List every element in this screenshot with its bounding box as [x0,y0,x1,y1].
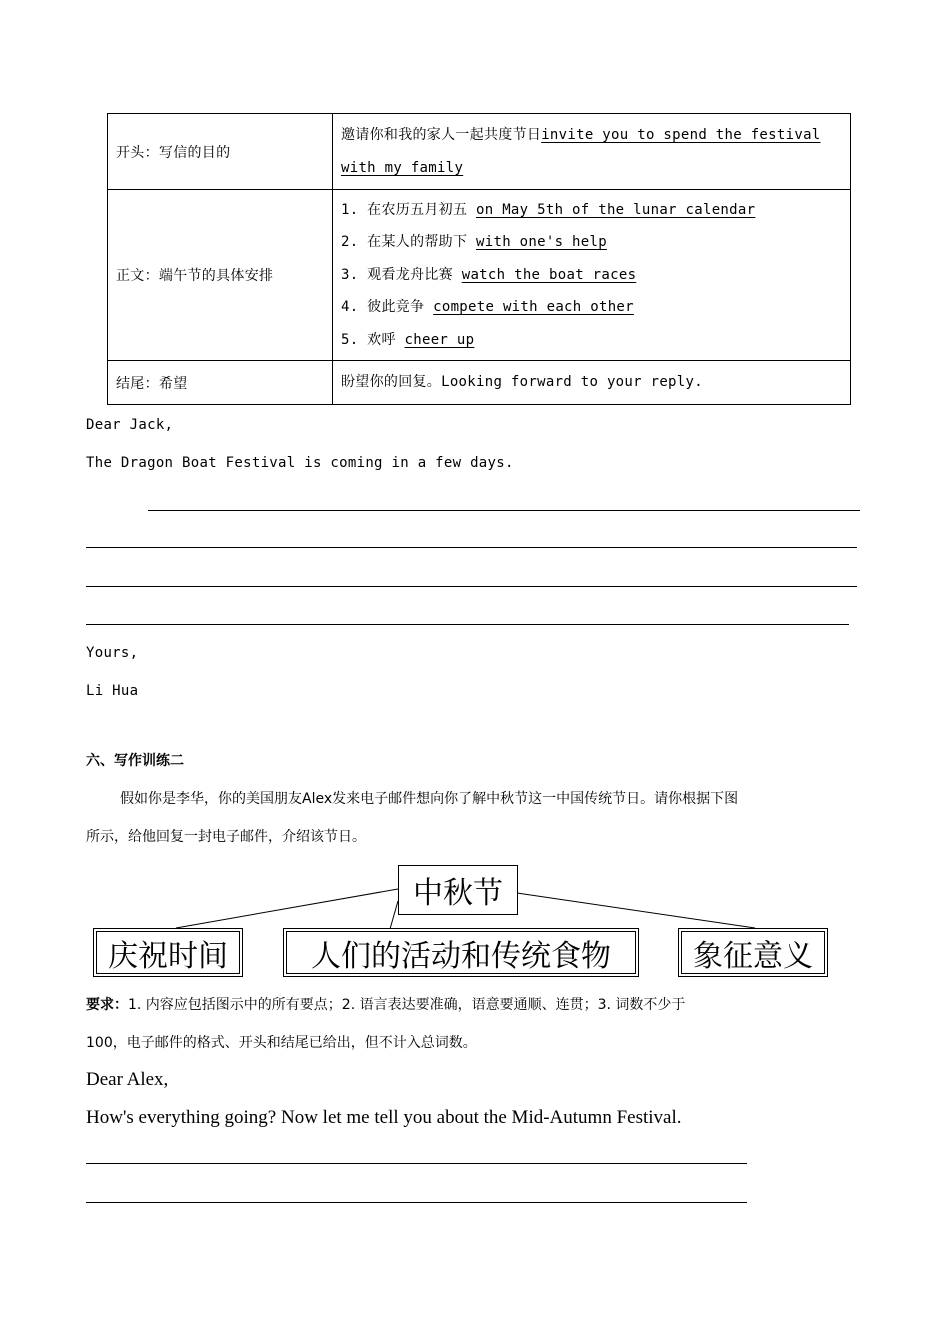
connector-line-right [517,893,755,928]
letter1-greeting: Dear Jack, [86,417,174,433]
requirements-line2: 100，电子邮件的格式、开头和结尾已给出，但不计入总词数。 [86,1035,477,1051]
row-content-ending: 盼望你的回复。Looking forward to your reply. [333,361,851,405]
row-label-ending: 结尾：希望 [108,361,333,405]
row-label-body: 正文：端午节的具体安排 [108,190,333,361]
diagram-center-box: 中秋节 [398,865,518,915]
writing-prompt: 假如你是李华，你的美国朋友Alex发来电子邮件想向你了解中秋节这一中国传统节日。请你根据下图 所示，给他回复一封电子邮件，介绍该节日。 [86,791,739,845]
diagram-box-meaning: 象征意义 [678,928,828,977]
row-label-opening: 开头：写信的目的 [108,114,333,190]
requirements-line1: 要求：1. 内容应包括图示中的所有要点；2. 语言表达要准确，语意要通顺、连贯；3. 词数不少于 [86,997,686,1013]
row-content-opening: 邀请你和我的家人一起共度节日invite you to spend the festival with my family [333,114,851,190]
connector-line-middle [390,901,398,929]
diagram-box-time: 庆祝时间 [93,928,243,977]
diagram-box-activities: 人们的活动和传统食物 [283,928,639,977]
letter2-opening: How's everything going? Now let me tell you about the Mid-Autumn Festival. [86,1107,682,1128]
connector-line-left [176,889,398,928]
letter1-opening: The Dragon Boat Festival is coming in a few days. [86,455,514,471]
letter1-signature: Li Hua [86,683,139,699]
row-content-body: 1. 在农历五月初五 on May 5th of the lunar calendar 2. 在某人的帮助下 with one's help 3. 观看龙舟比赛 watch the boat races 4. 彼此竞争 compete with each other 5. 欢呼 cheer up [333,190,851,361]
section-heading: 六、写作训练二 [86,753,184,769]
writing-line [86,1202,747,1203]
letter1-closing: Yours, [86,645,139,661]
writing-line [86,1163,747,1164]
letter2-greeting: Dear Alex, [86,1069,169,1090]
